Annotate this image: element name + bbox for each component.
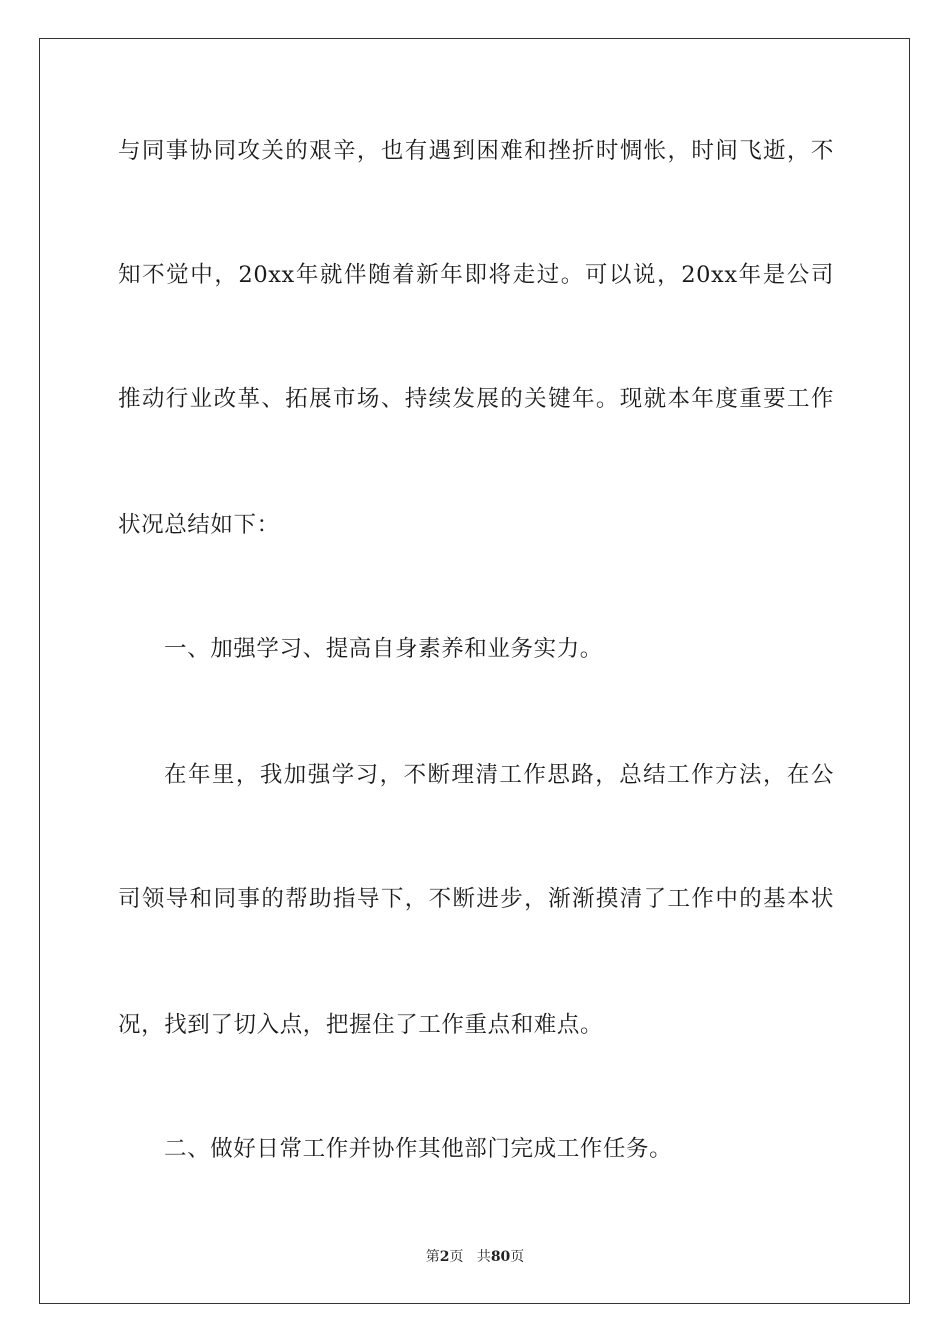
text-line: 与同事协同攻关的艰辛，也有遇到困难和挫折时惆怅，时间飞逝，不 bbox=[118, 138, 834, 164]
page-number: 2 bbox=[439, 1249, 450, 1265]
section-heading: 二、做好日常工作并协作其他部门完成工作任务。 bbox=[164, 1136, 673, 1162]
text-line: 在年里，我加强学习，不断理清工作思路，总结工作方法，在公 bbox=[164, 762, 834, 788]
page-prefix: 第 bbox=[425, 1249, 440, 1265]
text-line: 知不觉中，20xx年就伴随着新年即将走过。可以说，20xx年是公司 bbox=[118, 262, 834, 288]
total-pages: 80 bbox=[490, 1249, 511, 1265]
text-line: 推动行业改革、拓展市场、持续发展的关键年。现就本年度重要工作 bbox=[118, 386, 834, 412]
text-line: 状况总结如下： bbox=[118, 512, 280, 538]
total-prefix: 共 bbox=[476, 1249, 491, 1265]
total-unit: 页 bbox=[510, 1249, 525, 1265]
text-line: 司领导和同事的帮助指导下，不断进步，渐渐摸清了工作中的基本状 bbox=[118, 886, 834, 912]
page-border bbox=[39, 38, 910, 1304]
page-unit: 页 bbox=[449, 1249, 464, 1265]
section-heading: 一、加强学习、提高自身素养和业务实力。 bbox=[164, 636, 603, 662]
page-footer bbox=[0, 1247, 950, 1267]
text-line: 况，找到了切入点，把握住了工作重点和难点。 bbox=[118, 1012, 604, 1038]
